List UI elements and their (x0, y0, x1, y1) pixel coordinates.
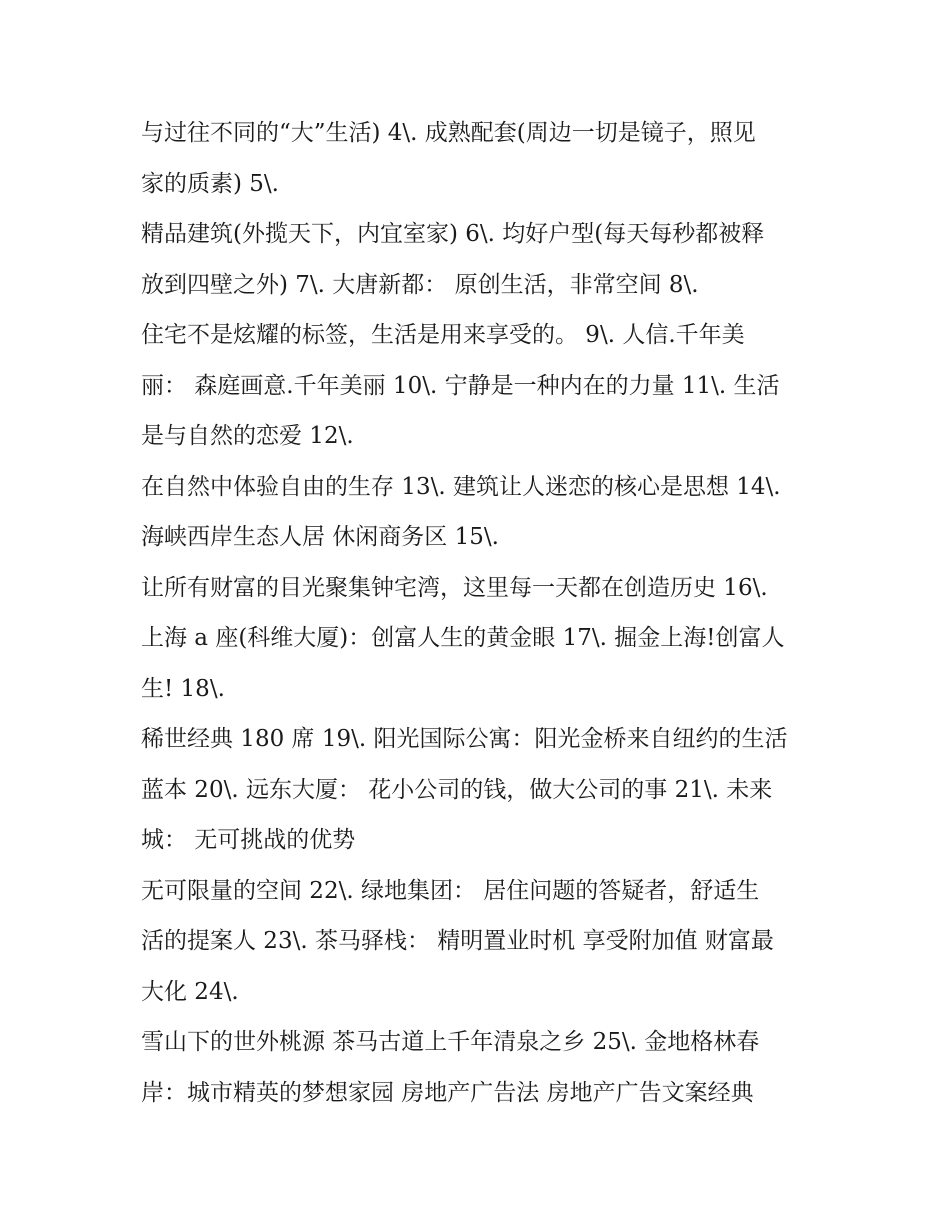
text-line: 生! 18\. (141, 675, 225, 702)
text-line: 放到四壁之外) 7\. 大唐新都： 原创生活，非常空间 8\. (141, 271, 699, 298)
text-line: 是与自然的恋爱 12\. (141, 423, 354, 449)
text-line: 无可限量的空间 22\. 绿地集团： 居住问题的答疑者，舒适生 (141, 877, 760, 904)
document-body (141, 108, 821, 1118)
text-line: 海峡西岸生态人居 休闲商务区 15\. (141, 524, 499, 550)
text-line: 大化 24\. (141, 978, 239, 1005)
text-line: 雪山下的世外桃源 茶马古道上千年清泉之乡 25\. 金地格林春 (141, 1029, 760, 1055)
text-line: 岸：城市精英的梦想家园 房地产广告法 房地产广告文案经典 (141, 1079, 754, 1106)
text-line: 上海 a 座(科维大厦)：创富人生的黄金眼 17\. 掘金上海!创富人 (141, 625, 785, 651)
text-line: 精品建筑(外揽天下，内宜室家) 6\. 均好户型(每天每秒都被释 (141, 221, 765, 247)
text-line: 与过往不同的“大”生活) 4\. 成熟配套(周边一切是镜子，照见 (141, 120, 756, 146)
text-line: 住宅不是炫耀的标签，生活是用来享受的。 9\. 人信.千年美 (141, 322, 745, 348)
text-line: 蓝本 20\. 远东大厦： 花小公司的钱，做大公司的事 21\. 未来 (141, 776, 773, 803)
text-line: 城： 无可挑战的优势 (141, 827, 356, 853)
text-line: 让所有财富的目光聚集钟宅湾，这里每一天都在创造历史 16\. (141, 574, 768, 601)
text-line: 稀世经典 180 席 19\. 阳光国际公寓：阳光金桥来自纽约的生活 (141, 726, 788, 752)
text-line: 家的质素) 5\. (141, 170, 279, 197)
text-line: 活的提案人 23\. 茶马驿栈： 精明置业时机 享受附加值 财富最 (141, 928, 774, 954)
text-line: 丽： 森庭画意.千年美丽 10\. 宁静是一种内在的力量 11\. 生活 (141, 372, 780, 399)
text-line: 在自然中体验自由的生存 13\. 建筑让人迷恋的核心是思想 14\. (141, 473, 781, 500)
